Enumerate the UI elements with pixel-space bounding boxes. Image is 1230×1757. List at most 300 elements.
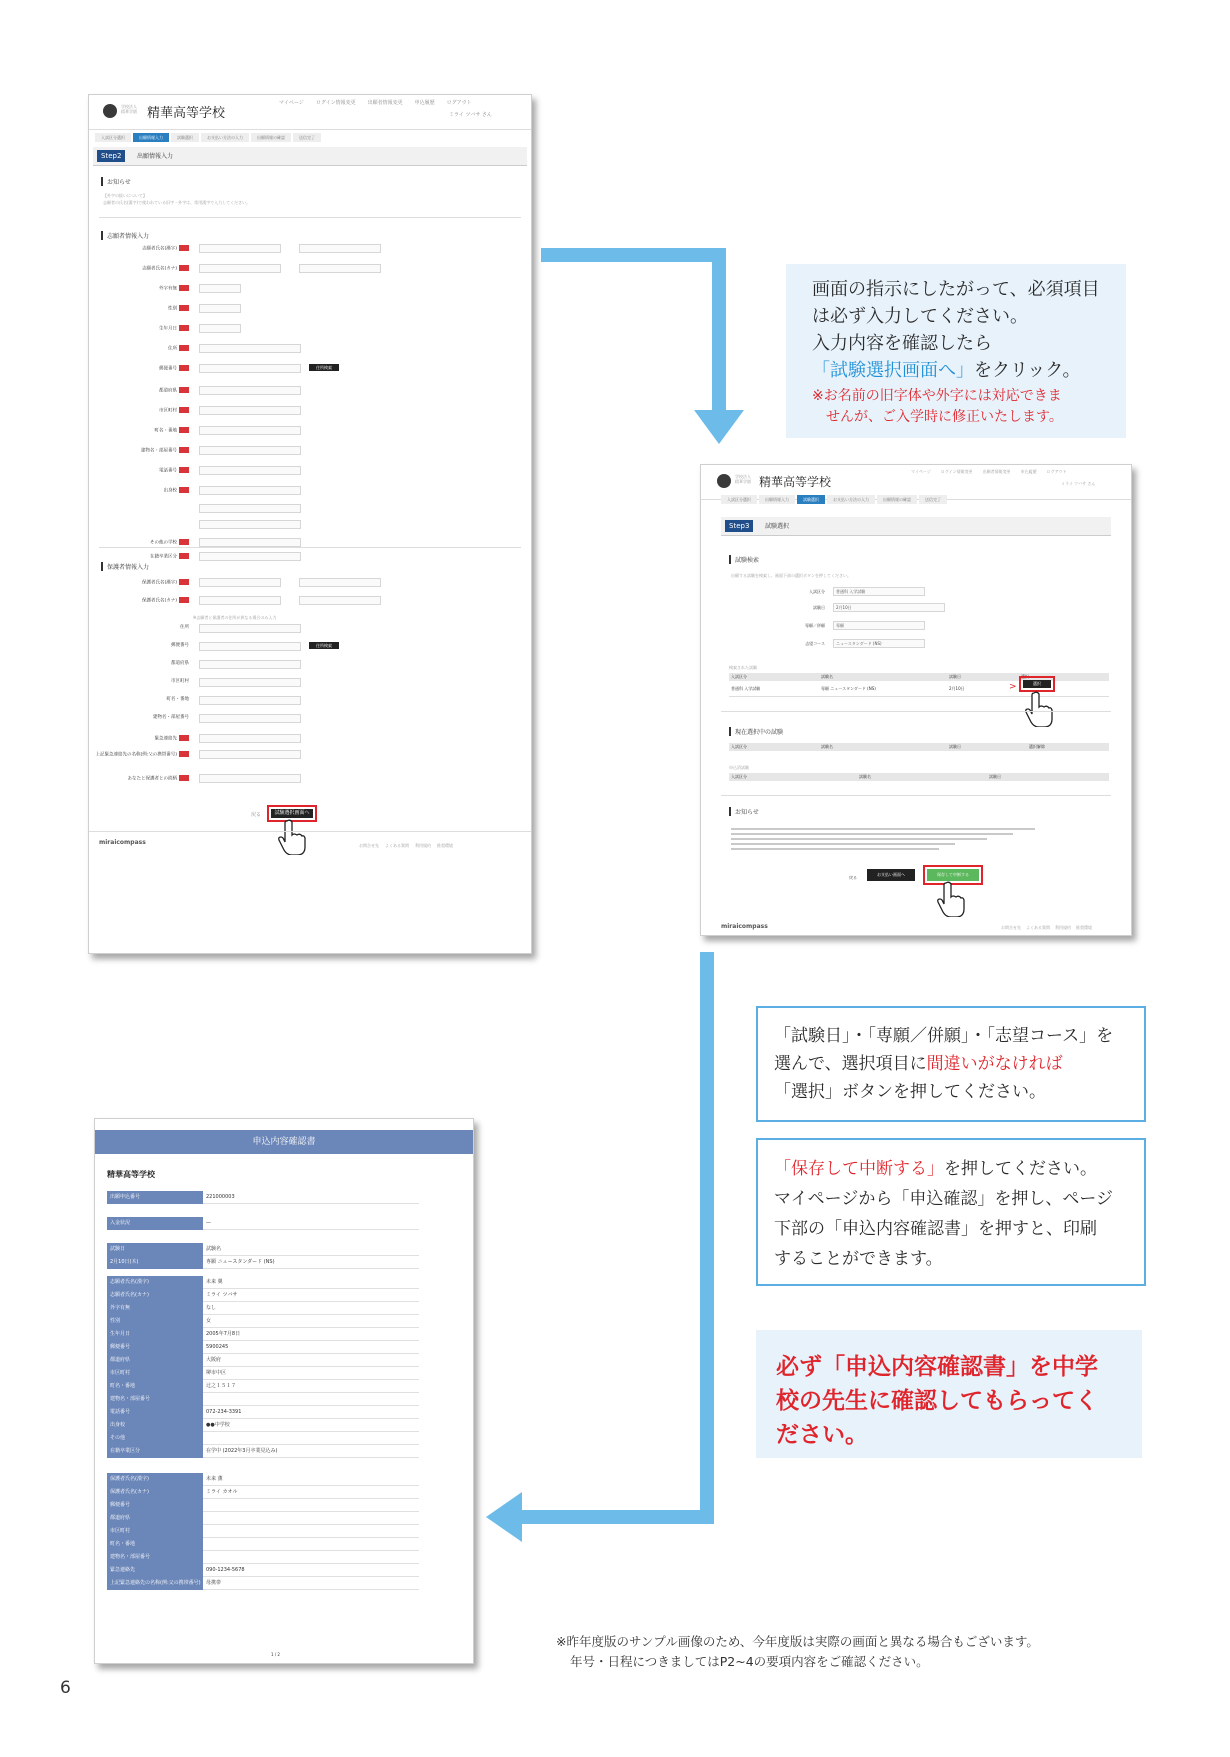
step-badge: Step3 [725, 520, 753, 532]
applicant-input[interactable] [299, 244, 381, 253]
notice-heading: お知らせ [729, 807, 759, 816]
address-search-button[interactable]: 住所検索 [309, 364, 339, 371]
required-badge [179, 285, 189, 291]
notice-heading: お知らせ [101, 177, 131, 186]
guardian-label-text: 市区町村 [171, 679, 189, 684]
sheet-row [107, 1191, 419, 1204]
applicant-label-text: 町名・番地 [154, 428, 177, 434]
sheet-row-value: 専願 ニュースタンダード (NS) [203, 1256, 419, 1269]
header-link-applicant[interactable]: 出願者情報変更 [982, 469, 1011, 474]
guardian-input[interactable] [299, 578, 381, 587]
chevron-right-icon: > [1009, 682, 1017, 692]
guardian-label [93, 715, 189, 721]
callout1-line2: は必ず入力してください。 [812, 306, 1028, 327]
sheet-row-key: 建物名・部屋番号 [107, 1393, 203, 1406]
result-col-2: 試験名 [821, 674, 833, 679]
flow-arrow-2-vertical [700, 952, 714, 1524]
brand-logo: miraicompass [721, 923, 768, 930]
sheet-row-key: 志願者氏名(漢字) [107, 1276, 203, 1289]
select-button-label[interactable]: 選択 [1023, 680, 1051, 688]
sheet-row-key: 町名・番地 [107, 1538, 203, 1551]
flow-arrow-1-horizontal [541, 248, 726, 262]
applicant-label-text: その他の学校 [150, 540, 177, 546]
footer-link-env[interactable]: 推奨環境 [1076, 925, 1092, 930]
guardian-label-text: 保護者氏名(漢字) [141, 580, 177, 586]
sheet-row-value: — [203, 1217, 419, 1230]
callout3-line3: 下部の「申込内容確認書」を押すと、印刷 [774, 1219, 1097, 1239]
sheet-row [107, 1341, 419, 1354]
sheet-row-value: 母携帯 [203, 1577, 419, 1590]
required-badge [179, 447, 189, 453]
step-4: お支払い方法の入力 [827, 495, 875, 504]
header-link-history[interactable]: 申込履歴 [414, 100, 435, 106]
header-link-history[interactable]: 申込履歴 [1020, 469, 1037, 474]
sheet-row-value [203, 1551, 419, 1564]
required-badge [179, 775, 189, 781]
sheet-row-value: 090-1234-5678 [203, 1564, 419, 1577]
sheet-row-value: なし [203, 1302, 419, 1315]
sheet-row [107, 1551, 419, 1564]
sheet-row [107, 1256, 419, 1269]
sheet-row-value: 未来 翼 [203, 1276, 419, 1289]
applicant-label-text: 郵便番号 [159, 366, 177, 372]
callout4-line1: 必ず「申込内容確認書」を中学 [776, 1354, 1098, 1380]
footer-link-env[interactable]: 推奨環境 [437, 843, 453, 848]
required-badge [179, 407, 189, 413]
required-badge [179, 579, 189, 585]
required-badge [179, 345, 189, 351]
guardian-input[interactable] [199, 660, 301, 669]
guardian-label-text: 緊急連絡先 [154, 736, 177, 742]
callout-select-exam [756, 1006, 1146, 1122]
applicant-input[interactable] [199, 446, 301, 455]
applicant-label [109, 487, 189, 494]
step-2: 出願情報入力 [759, 495, 795, 504]
applicant-label-text: 住所 [168, 346, 177, 352]
applicant-label-text: 在籍卒業区分 [150, 554, 177, 560]
result-cell-1: 普通科 入学試験 [731, 686, 761, 691]
sheet-row-key: 市区町村 [107, 1367, 203, 1380]
step-badge: Step2 [97, 150, 125, 162]
footer-link-faq[interactable]: よくある質問 [385, 843, 409, 848]
exam-search-label: 専願／併願 [805, 623, 825, 628]
applicant-label-text: 外字有無 [159, 286, 177, 292]
sheet-row-key: 在籍卒業区分 [107, 1445, 203, 1458]
callout3-highlight: 「保存して中断する」 [774, 1159, 944, 1179]
sheet-row-key: 出願申込番号 [107, 1191, 203, 1204]
sheet-row [107, 1473, 419, 1486]
required-badge [179, 553, 189, 559]
sheet-row-key: 都道府県 [107, 1512, 203, 1525]
applicant-input[interactable] [199, 520, 301, 529]
notice-lines [731, 825, 1051, 853]
guardian-input[interactable] [199, 774, 301, 783]
sheet-row-value: 大阪府 [203, 1354, 419, 1367]
guardian-input[interactable] [199, 714, 301, 723]
sheet-row-key: 緊急連絡先 [107, 1564, 203, 1577]
footnote [556, 1632, 1039, 1672]
header-link-applicant[interactable]: 出願者情報変更 [367, 100, 403, 106]
school-crest-label: 学校法人 精華学園 [121, 104, 137, 114]
school-crest-icon [717, 474, 731, 488]
applicant-label-text: 志願者氏名(漢字) [141, 246, 177, 252]
sheet-row-value [203, 1499, 419, 1512]
guardian-label [93, 597, 189, 605]
guardian-label [93, 643, 189, 649]
result-col-3: 試験日 [949, 674, 961, 679]
step-2: 出願情報入力 [133, 133, 169, 142]
applicant-label-text: 生年月日 [159, 326, 177, 332]
step-progress [95, 133, 321, 142]
callout1-highlight: 「試験選択画面へ」 [812, 360, 974, 381]
divider [721, 711, 1111, 712]
applicant-input[interactable] [199, 264, 281, 273]
applicant-section-heading: 志願者情報入力 [101, 231, 149, 240]
select-button[interactable] [1019, 676, 1055, 692]
callout3-line2: マイページから「申込確認」を押し、ページ [774, 1189, 1113, 1209]
applicant-label [109, 467, 189, 474]
sheet-row [107, 1243, 419, 1256]
sheet-row-value: 2005年7月8日 [203, 1328, 419, 1341]
exam-search-select[interactable] [833, 639, 925, 648]
flow-arrow-1-head [694, 410, 744, 444]
sheet-row-value: 未来 薫 [203, 1473, 419, 1486]
guardian-input[interactable] [199, 750, 301, 759]
current-col-2: 試験名 [821, 744, 833, 749]
header-link-login[interactable]: ログイン情報変更 [315, 100, 356, 106]
current-col-1: 入試区分 [731, 744, 747, 749]
exam-search-select[interactable] [833, 621, 925, 630]
sheet-row-key: 出身校 [107, 1419, 203, 1432]
callout2-line1: 「試験日」・「専願／併願」・「志望コース」を [774, 1026, 1114, 1046]
applicant-label [109, 407, 189, 414]
confirmation-sheet [94, 1118, 474, 1664]
guardian-input[interactable] [199, 696, 301, 705]
applicant-label [109, 265, 189, 272]
back-link[interactable]: 戻る [251, 812, 262, 818]
sheet-row [107, 1315, 419, 1328]
guardian-input[interactable] [199, 678, 301, 687]
step-title: 出願情報入力 [137, 153, 174, 160]
callout-save-suspend [756, 1138, 1146, 1286]
exam-search-select[interactable] [833, 603, 945, 612]
divider [721, 795, 1111, 796]
callout2-line2a: 選んで、選択項目に [774, 1054, 927, 1074]
page-number: 6 [60, 1678, 71, 1698]
applicant-label [109, 553, 189, 560]
sheet-row-value: ●●中学校 [203, 1419, 419, 1432]
applicant-label [109, 345, 189, 352]
sheet-row-key: 試験日 [107, 1243, 203, 1256]
flow-arrow-2-horizontal [520, 1510, 714, 1524]
pointer-hand-icon [1025, 691, 1053, 727]
footer-link-contact[interactable]: お問合せ先 [359, 843, 379, 848]
footer-link-faq[interactable]: よくある質問 [1026, 925, 1050, 930]
required-badge [179, 427, 189, 433]
applied-col-2: 試験名 [859, 774, 871, 779]
notice-text-2: 志願者の氏名(漢字)で使われている旧字・外字は、常用漢字で入力してください。 [103, 200, 251, 205]
applicant-label [109, 285, 189, 292]
current-col-3: 試験日 [949, 744, 961, 749]
school-crest-label: 学校法人 精華学園 [735, 474, 751, 484]
applicant-input[interactable] [199, 406, 301, 415]
school-title: 精華高等学校 [147, 106, 226, 121]
flow-arrow-2-head [486, 1492, 522, 1542]
callout2-line3: 「選択」ボタンを押してください。 [774, 1082, 1046, 1102]
sheet-row-value: 在学中 (2022年3月卒業見込み) [203, 1445, 419, 1458]
sheet-row-key: 上記緊急連絡先の名称(例:父の携帯番号) [107, 1577, 203, 1590]
exam-search-label: 試験日 [813, 605, 825, 610]
guardian-input[interactable] [199, 734, 301, 743]
sheet-row-key: 性別 [107, 1315, 203, 1328]
header-link-logout[interactable]: ログアウト [446, 100, 472, 106]
sheet-row-key: 入金状況 [107, 1217, 203, 1230]
guardian-label [93, 735, 189, 743]
applicant-input[interactable] [199, 304, 241, 313]
guardian-label-text: 郵便番号 [171, 643, 189, 648]
exam-search-label: 志望コース [805, 641, 825, 646]
sheet-row-key: 外字有無 [107, 1302, 203, 1315]
applicant-label [109, 305, 189, 312]
applicant-label [109, 387, 189, 394]
applicant-label-text: 出身校 [163, 488, 177, 494]
sheet-row-value: 堺市中区 [203, 1367, 419, 1380]
exam-search-select[interactable] [833, 587, 925, 596]
sheet-row [107, 1525, 419, 1538]
guardian-label [93, 751, 189, 759]
header-link-logout[interactable]: ログアウト [1046, 469, 1067, 474]
step-5: 出願情報の確認 [251, 133, 291, 142]
sheet-row-value: 072-234-3391 [203, 1406, 419, 1419]
step-1: 入試区分選択 [721, 495, 757, 504]
required-badge [179, 539, 189, 545]
sheet-row [107, 1486, 419, 1499]
step-title-bar [93, 147, 527, 166]
sheet-row [107, 1538, 419, 1551]
footnote-line2: 年号・日程につきましてはP2~4の要項内容をご確認ください。 [570, 1654, 929, 1669]
guardian-input[interactable] [199, 642, 301, 651]
next-button-label[interactable]: 試験選択画面へ [271, 809, 313, 818]
footer-link-contact[interactable]: お問合せ先 [1001, 925, 1021, 930]
guardian-input[interactable] [199, 596, 281, 605]
guardian-input[interactable] [199, 578, 281, 587]
guardian-note: ※志願者と保護者の住所が異なる場合のみ入力 [193, 615, 277, 620]
sheet-row [107, 1328, 419, 1341]
callout-required-fields [786, 264, 1126, 438]
sheet-row-key: 町名・番地 [107, 1380, 203, 1393]
required-badge [179, 387, 189, 393]
required-badge [179, 265, 189, 271]
sheet-row-value [203, 1525, 419, 1538]
header-link-mypage[interactable]: マイページ [279, 100, 304, 106]
result-col-1: 入試区分 [731, 674, 747, 679]
applicant-input[interactable] [199, 344, 301, 353]
applied-table-header [729, 773, 1109, 781]
applicant-input[interactable] [199, 504, 301, 513]
sheet-row-key: 2月10日(木) [107, 1256, 203, 1269]
applicant-input[interactable] [199, 466, 301, 475]
divider [99, 217, 521, 218]
applicant-input[interactable] [199, 552, 301, 561]
applicant-label [109, 427, 189, 434]
user-name: ミライ ツバサ さん [449, 112, 492, 118]
sheet-row-key: 都道府県 [107, 1354, 203, 1367]
sheet-row [107, 1419, 419, 1432]
save-button-label[interactable]: 保存して中断する [927, 869, 979, 881]
exam-search-value: 普通科 入学試験 [836, 589, 866, 594]
required-badge [179, 487, 189, 493]
callout1-note1: ※お名前の旧字体や外字には対応できま [812, 388, 1062, 404]
sheet-row [107, 1406, 419, 1419]
callout2-line2b: 間違いがなければ [926, 1054, 1063, 1074]
applicant-label [109, 325, 189, 332]
sheet-row-key: 保護者氏名(漢字) [107, 1473, 203, 1486]
guardian-label [93, 661, 189, 667]
required-badge [179, 751, 189, 757]
sheet-row-value: 辻之１５１７ [203, 1380, 419, 1393]
back-link[interactable]: 戻る [849, 875, 857, 880]
sheet-row-key: 建物名・部屋番号 [107, 1551, 203, 1564]
divider [99, 547, 521, 548]
footer-link-terms[interactable]: 利用規約 [415, 843, 431, 848]
guardian-label [93, 697, 189, 703]
applicant-label-text: 建物名・部屋番号 [141, 448, 177, 454]
applicant-input[interactable] [199, 486, 301, 495]
sheet-row-key: 保護者氏名(カナ) [107, 1486, 203, 1499]
sheet-row-value [203, 1512, 419, 1525]
footer-links [359, 843, 453, 849]
step-title: 試験選択 [765, 523, 790, 530]
notice-text-1: 【外字の扱いについて】 [103, 193, 147, 198]
exam-search-value: 2月10日 [836, 605, 852, 610]
guardian-input[interactable] [199, 624, 301, 633]
sheet-row-key: 市区町村 [107, 1525, 203, 1538]
sheet-row-value: 5900245 [203, 1341, 419, 1354]
school-header [89, 95, 531, 130]
sheet-row-value: ミライ ツバサ [203, 1289, 419, 1302]
school-crest-icon [103, 104, 117, 118]
exam-search-value: 専願 [836, 623, 844, 628]
result-cell-3: 2月10日 [949, 686, 965, 691]
sheet-row-value: 221000003 [203, 1191, 419, 1204]
exam-search-value: ニュースタンダード (NS) [836, 641, 882, 646]
guardian-label-text: 保護者氏名(カナ) [141, 598, 177, 604]
payment-button[interactable]: お支払い画面へ [867, 869, 915, 881]
sheet-row [107, 1380, 419, 1393]
header-link-login[interactable]: ログイン情報変更 [940, 469, 973, 474]
sheet-row [107, 1432, 419, 1445]
guardian-label-text: 住所 [180, 625, 189, 630]
user-name: ミライ ツバサ さん [1061, 481, 1096, 486]
callout3-line4: することができます。 [774, 1249, 943, 1269]
footer-divider [89, 831, 531, 832]
applicant-label-text: 志願者氏名(カナ) [141, 266, 177, 272]
applied-col-3: 試験日 [989, 774, 1001, 779]
step-6: 送信完了 [293, 133, 321, 142]
applicant-input[interactable] [199, 538, 301, 547]
brand-logo: miraicompass [99, 839, 146, 846]
applicant-input[interactable] [199, 244, 281, 253]
sheet-row-key: 郵便番号 [107, 1341, 203, 1354]
sheet-row-key: その他 [107, 1432, 203, 1445]
pointer-hand-icon [937, 881, 965, 917]
sheet-row [107, 1276, 419, 1289]
callout1-note2: せんが、ご入学時に修正いたします。 [826, 409, 1063, 425]
required-badge [179, 365, 189, 371]
header-link-mypage[interactable]: マイページ [911, 469, 931, 474]
sheet-row-value [203, 1432, 419, 1445]
footer-link-terms[interactable]: 利用規約 [1055, 925, 1071, 930]
sheet-row-value [203, 1393, 419, 1406]
exam-search-heading: 試験検索 [729, 555, 759, 564]
guardian-label-text: あなたと保護者との続柄 [127, 776, 177, 782]
sheet-row-key: 志願者氏名(カナ) [107, 1289, 203, 1302]
applicant-label [109, 539, 189, 546]
guardian-input[interactable] [299, 596, 381, 605]
sheet-row [107, 1445, 419, 1458]
applicant-label-text: 市区町村 [159, 408, 177, 414]
exam-search-label: 入試区分 [809, 589, 825, 594]
sheet-row [107, 1564, 419, 1577]
required-badge [179, 245, 189, 251]
screenshot-exam-select [700, 464, 1132, 936]
sheet-row [107, 1393, 419, 1406]
applied-heading: 申込済試験 [729, 765, 749, 770]
applicant-input[interactable] [199, 284, 241, 293]
applicant-label [109, 245, 189, 252]
sheet-row [107, 1499, 419, 1512]
required-badge [179, 467, 189, 473]
address-search-button[interactable]: 住所検索 [309, 642, 339, 649]
school-title: 精華高等学校 [759, 475, 832, 489]
sheet-row [107, 1302, 419, 1315]
callout4-line3: ださい。 [776, 1422, 868, 1448]
result-cell-2: 専願 ニュースタンダード (NS) [821, 686, 876, 691]
sheet-row-key: 生年月日 [107, 1328, 203, 1341]
callout1-line1: 画面の指示にしたがって、必須項目 [812, 279, 1100, 300]
step-progress [721, 495, 947, 504]
applicant-input[interactable] [199, 386, 301, 395]
applicant-input[interactable] [199, 364, 301, 373]
sheet-row [107, 1217, 419, 1230]
screenshot-application-form [88, 94, 532, 954]
sheet-row [107, 1289, 419, 1302]
guardian-label-text: 上記緊急連絡先の名称(例:父の携帯番号) [95, 752, 177, 758]
footer-links [1001, 925, 1092, 931]
sheet-row-key: 電話番号 [107, 1406, 203, 1419]
step-4: お支払い方法の入力 [201, 133, 249, 142]
sheet-row-value: 女 [203, 1315, 419, 1328]
applicant-input[interactable] [199, 426, 301, 435]
sheet-row-key: 郵便番号 [107, 1499, 203, 1512]
applicant-input[interactable] [299, 264, 381, 273]
sheet-page-number: 1 / 2 [271, 1652, 280, 1657]
guardian-section-heading: 保護者情報入力 [101, 562, 149, 571]
step-5: 出願情報の確認 [877, 495, 917, 504]
guardian-label-text: 町名・番地 [166, 697, 189, 702]
required-badge [179, 597, 189, 603]
callout4-line2: 校の先生に確認してもらってく [776, 1388, 1098, 1414]
applicant-label [109, 365, 189, 372]
current-table-header [729, 743, 1109, 751]
applicant-input[interactable] [199, 324, 241, 333]
required-badge [179, 735, 189, 741]
flow-arrow-1-vertical [712, 248, 726, 413]
guardian-label-text: 建物名・部屋番号 [153, 715, 189, 720]
sheet-title: 申込内容確認書 [252, 1137, 316, 1147]
sheet-row [107, 1577, 419, 1590]
footnote-line1: ※昨年度版のサンプル画像のため、今年度版は実際の画面と異なる場合もございます。 [556, 1634, 1039, 1649]
